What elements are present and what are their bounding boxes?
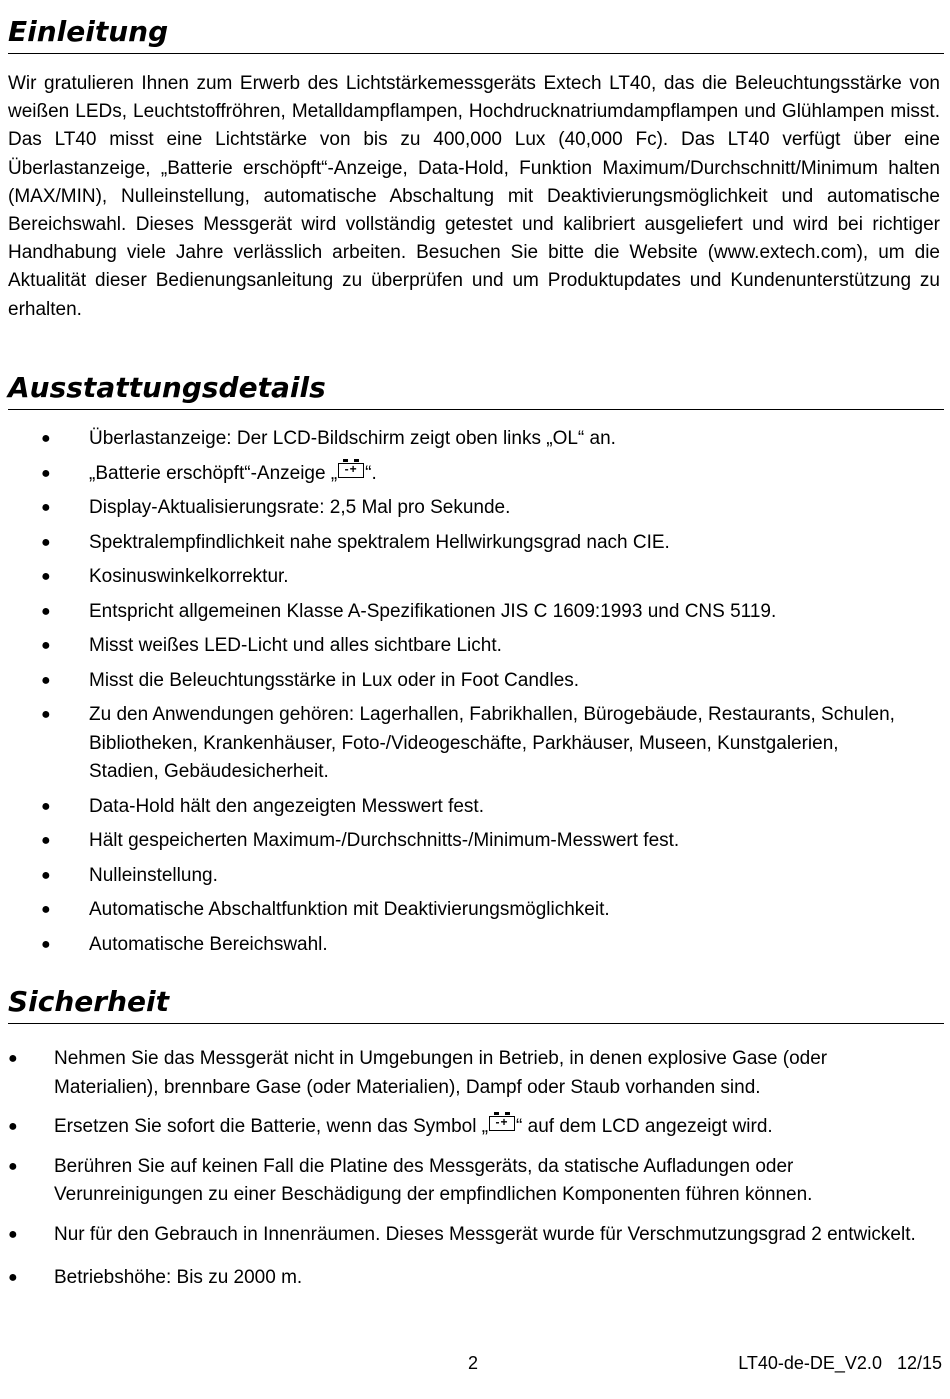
feature-text: Spektralempfindlichkeit nahe spektralem Hellwirkungsgrad nach CIE.	[89, 531, 670, 553]
heading-einleitung: Einleitung	[8, 14, 944, 54]
feature-text: Hält gespeicherten Maximum-/Durchschnitts-/Minimum-Messwert fest.	[89, 830, 680, 851]
safety-item	[8, 1153, 924, 1210]
intro-paragraph: Wir gratulieren Ihnen zum Erwerb des Lichtstärkemessgeräts Extech LT40, das die Beleuchtungsstärke von weißen LEDs, Leuchtstoffröhren, Metalldampflampen, Hochdrucknatriumdampflampen und Glühlampen misst. Das LT40 misst eine Lichtstärke von bis zu 400,000 Lux (40,000 Fc). Das LT40 verfügt über eine Überlastanzeige, „Batterie erschöpft“-Anzeige, Data-Hold, Funktion Maximum/Durchschnitt/Minimum halten (MAX/MIN), Nulleinstellung, automatische Abschaltung mit Deaktivierungsmöglichkeit und automatische Bereichswahl. Dieses Messgerät wird vollständig getestet und kalibriert ausgeliefert und wird bei richtiger Handhabung viele Jahre verlässlich arbeiten. Besuchen Sie bitte die Website (www.extech.com), um die Aktualität dieser Bedienungsanleitung zu überprüfen und um Produktupdates und Kundenunterstützung zu erhalten.	[8, 73, 940, 320]
feature-text: „Batterie erschöpft“-Anzeige „	[89, 462, 338, 484]
bullet-icon: ●	[41, 706, 51, 723]
feature-text: Automatische Bereichswahl.	[89, 933, 328, 955]
safety-item	[8, 1221, 924, 1250]
bullet-icon: ●	[41, 430, 51, 447]
feature-item	[41, 598, 909, 627]
feature-item	[41, 793, 909, 822]
heading-sicherheit: Sicherheit	[8, 984, 944, 1024]
battery-icon: -+	[338, 463, 364, 478]
bullet-icon: ●	[41, 602, 51, 620]
bullet-icon: ●	[41, 935, 51, 953]
feature-text: Misst die Beleuchtungsstärke in Lux oder in Foot Candles.	[89, 669, 580, 691]
feature-text: Zu den Anwendungen gehören: Lagerhallen, Fabrikhallen, Bürogebäude, Restaurants, Schulen, Bibliotheken, Krankenhäuser, Foto-/Videogeschäfte, Parkhäuser, Museen, Kunstgalerien, Stadien, Gebäudesicherheit.	[89, 704, 895, 782]
safety-text: Nur für den Gebrauch in Innenräumen. Dieses Messgerät wurde für Verschmutzungsgrad 2 entwickelt.	[54, 1223, 916, 1245]
safety-text: Nehmen Sie das Messgerät nicht in Umgebungen in Betrieb, in denen explosive Gase (oder Materialien), brennbare Gase (oder Materialien), Dampf oder Staub vorhanden sind.	[54, 1048, 828, 1098]
feature-item	[41, 632, 909, 661]
document-id: LT40-de-DE_V2.0 12/15	[738, 1353, 942, 1373]
feature-text: Entspricht allgemeinen Klasse A-Spezifikationen JIS C 1609:1993 und CNS 5119.	[89, 600, 777, 622]
feature-item	[41, 862, 909, 891]
bullet-icon: ●	[41, 568, 51, 585]
bullet-icon: ●	[41, 832, 51, 849]
bullet-icon: ●	[41, 866, 51, 884]
safety-item	[8, 1264, 924, 1293]
safety-item-battery	[8, 1113, 924, 1142]
bullet-icon: ●	[41, 797, 51, 815]
safety-text: “ auf dem LCD angezeigt wird.	[516, 1116, 773, 1137]
feature-text: Kosinuswinkelkorrektur.	[89, 566, 289, 587]
page-number: 2	[468, 1353, 479, 1373]
feature-item	[41, 425, 909, 454]
feature-text: Überlastanzeige: Der LCD-Bildschirm zeigt oben links „OL“ an.	[89, 428, 616, 449]
bullet-icon: ●	[8, 1050, 18, 1067]
bullet-icon: ●	[8, 1269, 18, 1286]
feature-text: Data-Hold hält den angezeigten Messwert fest.	[89, 795, 484, 817]
heading-ausstattungsdetails: Ausstattungsdetails	[8, 370, 944, 410]
bullet-icon: ●	[41, 901, 51, 918]
safety-text: Ersetzen Sie sofort die Batterie, wenn das Symbol „	[54, 1116, 489, 1137]
bullet-icon: ●	[8, 1118, 18, 1135]
bullet-icon: ●	[41, 637, 51, 654]
battery-icon: -+	[489, 1116, 515, 1131]
feature-item	[41, 931, 909, 960]
feature-item	[41, 827, 909, 856]
feature-text: “.	[365, 462, 377, 484]
bullet-icon: ●	[41, 499, 51, 516]
feature-item	[41, 529, 909, 558]
safety-text: Berühren Sie auf keinen Fall die Platine des Messgeräts, da statische Aufladungen oder Verunreinigungen zu einer Beschädigung der empfindlichen Komponenten führen können.	[54, 1155, 813, 1205]
feature-item	[41, 563, 909, 592]
feature-text: Automatische Abschaltfunktion mit Deaktivierungsmöglichkeit.	[89, 899, 610, 920]
bullet-icon: ●	[41, 533, 51, 551]
feature-text: Misst weißes LED-Licht und alles sichtbare Licht.	[89, 635, 502, 656]
feature-item-battery	[41, 460, 909, 489]
bullet-icon: ●	[41, 464, 51, 482]
feature-item	[41, 701, 909, 787]
safety-text: Betriebshöhe: Bis zu 2000 m.	[54, 1267, 303, 1288]
bullet-icon: ●	[8, 1157, 18, 1175]
bullet-icon: ●	[41, 671, 51, 689]
feature-item	[41, 667, 909, 696]
feature-text: Nulleinstellung.	[89, 864, 218, 886]
safety-list	[8, 1045, 924, 1293]
feature-text: Display-Aktualisierungsrate: 2,5 Mal pro Sekunde.	[89, 497, 511, 518]
feature-item	[41, 896, 909, 925]
feature-item	[41, 494, 909, 523]
features-list	[41, 425, 909, 965]
bullet-icon: ●	[8, 1225, 18, 1243]
safety-item	[8, 1045, 924, 1102]
